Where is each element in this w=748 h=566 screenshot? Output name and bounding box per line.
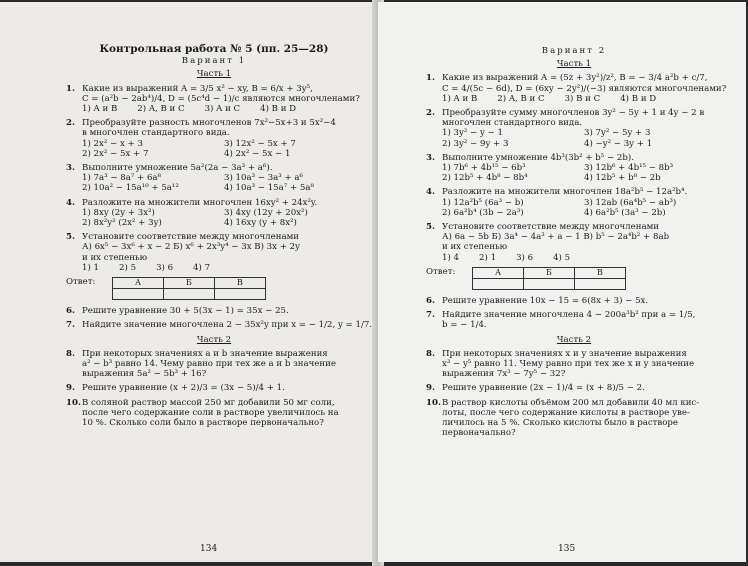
task-body xyxy=(442,310,722,330)
task-text-line: При некоторых значениях a и b значение выражения xyxy=(82,348,328,359)
task-body xyxy=(442,222,722,263)
task-item xyxy=(426,153,722,184)
answer-option: 4) 5 xyxy=(553,252,571,263)
task-item xyxy=(66,306,362,316)
answer-option: 2) 3y² − 9y + 3 xyxy=(442,138,509,149)
answer-option: 3) 12ab (6a⁴b⁵ − ab³) xyxy=(584,197,677,208)
answer-options xyxy=(82,173,362,193)
task-body xyxy=(82,320,372,330)
answer-option: 3) 12x² − 5x + 7 xyxy=(224,138,296,149)
task-text-line: Установите соответствие между многочленами xyxy=(82,232,299,243)
answer-option: 2) 5 xyxy=(119,262,137,273)
task-item xyxy=(426,398,722,439)
answer-option: 1) 7b⁶ + 4b¹⁵ − 6b³ xyxy=(442,163,526,174)
task-body xyxy=(82,198,362,229)
answer-option: 4) 6a²b⁵ (3a³ − 2b) xyxy=(584,207,666,218)
answer-option: 1) 4 xyxy=(442,252,460,263)
task-body xyxy=(82,84,362,115)
answer-options xyxy=(442,94,726,104)
answer-option: 4) B и D xyxy=(620,93,657,104)
task-number: 10. xyxy=(66,397,81,408)
task-item xyxy=(426,310,722,330)
page-number: 135 xyxy=(558,544,576,554)
task-text-line: Разложите на множители многочлен 18a²b⁵ − 12a²b⁴. xyxy=(442,187,688,198)
task-list xyxy=(66,349,362,428)
task-text-line: Решите уравнение (x + 2)/3 = (3x − 5)/4 + 1. xyxy=(82,383,285,394)
left-page-content xyxy=(66,43,373,432)
answer-cell-a[interactable] xyxy=(473,279,524,290)
task-list xyxy=(426,296,722,331)
task-text-line: Выполните умножение 5a²(2a − 3a³ + a⁶). xyxy=(82,163,273,174)
part2-heading: Часть 2 xyxy=(556,334,592,345)
task-body xyxy=(82,232,362,273)
task-number: 9. xyxy=(426,383,435,394)
test-title: Контрольная работа № 5 (пп. 25—28) xyxy=(99,43,329,55)
answer-header-a: А xyxy=(473,267,524,278)
answer-option: 3) 7y² − 5y + 3 xyxy=(584,128,651,139)
task-list xyxy=(426,73,727,263)
task-number: 6. xyxy=(426,296,435,307)
answer-option: 2) 8x²y² (2x² + 3y) xyxy=(82,218,162,229)
task-item xyxy=(66,118,362,159)
answer-option: 3) B и C xyxy=(564,93,601,104)
answer-table xyxy=(472,267,626,290)
answer-option: 3) 12b⁶ + 4b¹⁵ − 8b³ xyxy=(584,163,674,174)
task-text-line: и их степенью xyxy=(82,252,148,263)
task-number: 1. xyxy=(426,73,435,84)
task-text-line: в многочлен стандартного вида. xyxy=(82,128,230,139)
task-body xyxy=(82,383,362,393)
answer-option: 3) 6 xyxy=(516,252,534,263)
task-text-line: x³ − y⁵ равно 11. Чему равно при тех же x и y значение xyxy=(442,359,695,370)
task-text-line: Какие из выражений A = (5z + 3y²)/z², B = − 3/4 a²b + c/7, xyxy=(442,73,708,84)
task-list xyxy=(66,306,373,331)
answer-option: 4) 10a³ − 15a⁷ + 5a⁸ xyxy=(224,183,314,194)
answer-option: 1) 1 xyxy=(82,262,100,273)
task-list xyxy=(66,84,362,273)
task-number: 8. xyxy=(66,348,75,359)
task-text-line: При некоторых значениях x и y значение выражения xyxy=(442,348,687,359)
task-number: 3. xyxy=(426,152,435,163)
task-text-line: после чего содержание соли в растворе увеличилось на xyxy=(82,407,339,418)
answer-options xyxy=(82,104,362,114)
answer-header-b: Б xyxy=(524,267,575,278)
task-text-line: выражения 7x³ − 7y⁵ − 32? xyxy=(442,369,566,380)
task-item xyxy=(66,84,362,115)
left-page xyxy=(0,2,378,562)
answer-cell-v[interactable] xyxy=(575,279,626,290)
task-item xyxy=(66,232,362,273)
answer-option: 1) 3y² − y − 1 xyxy=(442,128,503,139)
task-item xyxy=(66,198,362,229)
task-body xyxy=(442,73,726,104)
task-number: 7. xyxy=(66,320,75,331)
answer-option: 1) A и B xyxy=(442,93,478,104)
answer-options xyxy=(82,139,362,159)
task-number: 2. xyxy=(426,108,435,119)
answer-option: 2) A, B и C xyxy=(137,104,185,115)
task-item xyxy=(426,187,722,218)
task-number: 6. xyxy=(66,306,75,317)
task-text-line: Решите уравнение 10x − 15 = 6(8x + 3) − 5x. xyxy=(442,296,649,307)
task-text-line: C = (a²b − 2ab⁴)/4, D = (5c⁴d − 1)/c являются многочленами? xyxy=(82,93,360,104)
answer-option: 4) 16xy (y + 8x²) xyxy=(224,218,297,229)
variant-heading: Вариант 1 xyxy=(181,56,247,67)
task-item xyxy=(66,320,373,331)
task-number: 4. xyxy=(66,197,75,208)
answer-option: 1) 12a²b⁵ (6a³ − b) xyxy=(442,197,524,208)
task-body xyxy=(442,108,722,149)
answer-label: Ответ: xyxy=(426,266,456,277)
right-page xyxy=(378,2,746,562)
task-text-line: А) 6a − 5b Б) 3a⁴ − 4a³ + a − 1 В) b⁵ − 2a⁴b² + 8ab xyxy=(442,232,670,243)
task-item xyxy=(426,349,722,380)
task-number: 8. xyxy=(426,348,435,359)
task-text-line: первоначально? xyxy=(442,428,516,439)
answer-option: 2) 1 xyxy=(479,252,497,263)
answer-options xyxy=(82,263,362,273)
task-body xyxy=(82,349,362,380)
task-list xyxy=(426,349,722,439)
answer-option: 1) 2x² − x + 3 xyxy=(82,138,143,149)
task-text-line: многочлен стандартного вида. xyxy=(442,118,583,129)
task-number: 7. xyxy=(426,310,435,321)
answer-option: 1) 7a³ − 8a⁷ + 6a⁸ xyxy=(82,173,161,184)
task-text-line: b = − 1/4. xyxy=(442,320,487,331)
part1-heading: Часть 1 xyxy=(196,69,232,80)
task-body xyxy=(442,349,722,380)
task-body xyxy=(82,398,362,429)
task-item xyxy=(66,163,362,194)
task-item xyxy=(426,73,727,104)
answer-option: 2) 12b⁵ + 4b⁸ − 8b⁴ xyxy=(442,173,528,184)
task-text-line: Преобразуйте разность многочленов 7x²−5x+3 и 5x²−4 xyxy=(82,118,336,129)
task-item xyxy=(426,222,722,263)
answer-block xyxy=(426,267,722,290)
task-body xyxy=(442,187,722,218)
task-text-line: Найдите значение многочлена 2 − 35x²y при x = − 1/2, y = 1/7. xyxy=(82,320,373,331)
task-number: 5. xyxy=(66,232,75,243)
answer-option: 4) 7 xyxy=(193,262,211,273)
page-number: 134 xyxy=(200,544,218,554)
answer-option: 3) 6 xyxy=(156,262,174,273)
answer-block xyxy=(66,277,362,300)
task-body xyxy=(442,296,722,306)
task-number: 3. xyxy=(66,163,75,174)
answer-option: 4) B и D xyxy=(260,104,297,115)
answer-header-a: А xyxy=(113,278,164,289)
task-text-line: и их степенью xyxy=(442,242,508,253)
task-text-line: А) 6x⁵ − 3x⁶ + x − 2 Б) x⁶ + 2x³y⁴ − 3x В) 3x + 2y xyxy=(82,242,300,253)
answer-options xyxy=(442,128,722,148)
task-number: 4. xyxy=(426,187,435,198)
task-number: 2. xyxy=(66,118,75,129)
task-text-line: Найдите значение многочлена 4 − 200a³b² при a = 1/5, xyxy=(442,310,696,321)
answer-options xyxy=(82,208,362,228)
task-item xyxy=(426,108,722,149)
task-body xyxy=(82,306,362,316)
task-text-line: Выполните умножение 4b³(3b² + b⁵ − 2b). xyxy=(442,152,634,163)
answer-cell-b[interactable] xyxy=(524,279,575,290)
answer-option: 4) −y² − 3y + 1 xyxy=(584,138,653,149)
task-item xyxy=(66,398,362,429)
task-body xyxy=(82,163,362,194)
answer-option: 3) 10a³ − 3a³ + a⁶ xyxy=(224,173,303,184)
task-text-line: Преобразуйте сумму многочленов 3y² − 5y + 1 и 4y − 2 в xyxy=(442,108,705,119)
task-body xyxy=(82,118,362,159)
answer-option: 2) 2x² − 5x + 7 xyxy=(82,148,149,159)
answer-option: 4) 12b⁵ + b⁸ − 2b xyxy=(584,173,661,184)
answer-options xyxy=(442,198,722,218)
task-item xyxy=(66,383,362,393)
task-text-line: C = 4/(5c − 6d), D = (6xy − 2y²)/(−3) являются многочленами? xyxy=(442,83,727,94)
answer-option: 2) A, B и C xyxy=(497,93,545,104)
answer-option: 4) 2x² − 5x − 1 xyxy=(224,148,291,159)
task-text-line: Решите уравнение 30 + 5(3x − 1) = 35x − 25. xyxy=(82,306,289,317)
part1-heading: Часть 1 xyxy=(556,59,592,70)
task-text-line: В соляной раствор массой 250 мг добавили 50 мг соли, xyxy=(82,397,335,408)
task-number: 9. xyxy=(66,383,75,394)
answer-option: 2) 10a² − 15a¹⁰ + 5a¹² xyxy=(82,183,179,194)
answer-option: 1) 8xy (2y + 3x²) xyxy=(82,207,155,218)
task-text-line: Решите уравнение (2x − 1)/4 = (x + 8)/5 − 2. xyxy=(442,383,645,394)
answer-cell-b[interactable] xyxy=(164,289,215,300)
task-item xyxy=(426,296,722,306)
answer-option: 2) 6a²b⁴ (3b − 2a³) xyxy=(442,207,524,218)
task-text-line: 10 %. Сколько соли было в растворе первоначально? xyxy=(82,418,324,429)
task-text-line: Разложите на множители многочлен 16xy² + 24x²y. xyxy=(82,197,318,208)
task-text-line: В раствор кислоты объёмом 200 мл добавили 40 мл кис- xyxy=(442,397,700,408)
task-text-line: личилось на 5 %. Сколько кислоты было в растворе xyxy=(442,418,679,429)
part2-heading: Часть 2 xyxy=(196,334,232,345)
task-text-line: Какие из выражений A = 3/5 x² − xy, B = 6/x + 3y⁵, xyxy=(82,83,313,94)
task-body xyxy=(442,383,722,393)
answer-header-v: В xyxy=(575,267,626,278)
task-text-line: a² − b³ равно 14. Чему равно при тех же a и b значение xyxy=(82,359,336,370)
task-item xyxy=(426,383,722,393)
right-page-content xyxy=(426,46,727,443)
task-text-line: выражения 5a² − 5b³ + 16? xyxy=(82,369,207,380)
task-text-line: Установите соответствие между многочленами xyxy=(442,222,659,233)
answer-option: 3) 4xy (12y + 20x²) xyxy=(224,207,308,218)
answer-option: 1) A и B xyxy=(82,104,118,115)
task-body xyxy=(442,398,722,439)
answer-header-v: В xyxy=(215,278,266,289)
task-number: 1. xyxy=(66,83,75,94)
answer-options xyxy=(442,253,722,263)
answer-table xyxy=(112,277,266,300)
answer-options xyxy=(442,163,722,183)
answer-option: 3) A и C xyxy=(204,104,241,115)
answer-cell-a[interactable] xyxy=(113,289,164,300)
answer-label: Ответ: xyxy=(66,277,96,288)
task-number: 10. xyxy=(426,397,441,408)
task-number: 5. xyxy=(426,222,435,233)
task-body xyxy=(442,153,722,184)
task-text-line: лоты, после чего содержание кислоты в растворе уве- xyxy=(442,407,690,418)
answer-header-b: Б xyxy=(164,278,215,289)
task-item xyxy=(66,349,362,380)
answer-cell-v[interactable] xyxy=(215,289,266,300)
variant-heading: Вариант 2 xyxy=(541,46,607,56)
